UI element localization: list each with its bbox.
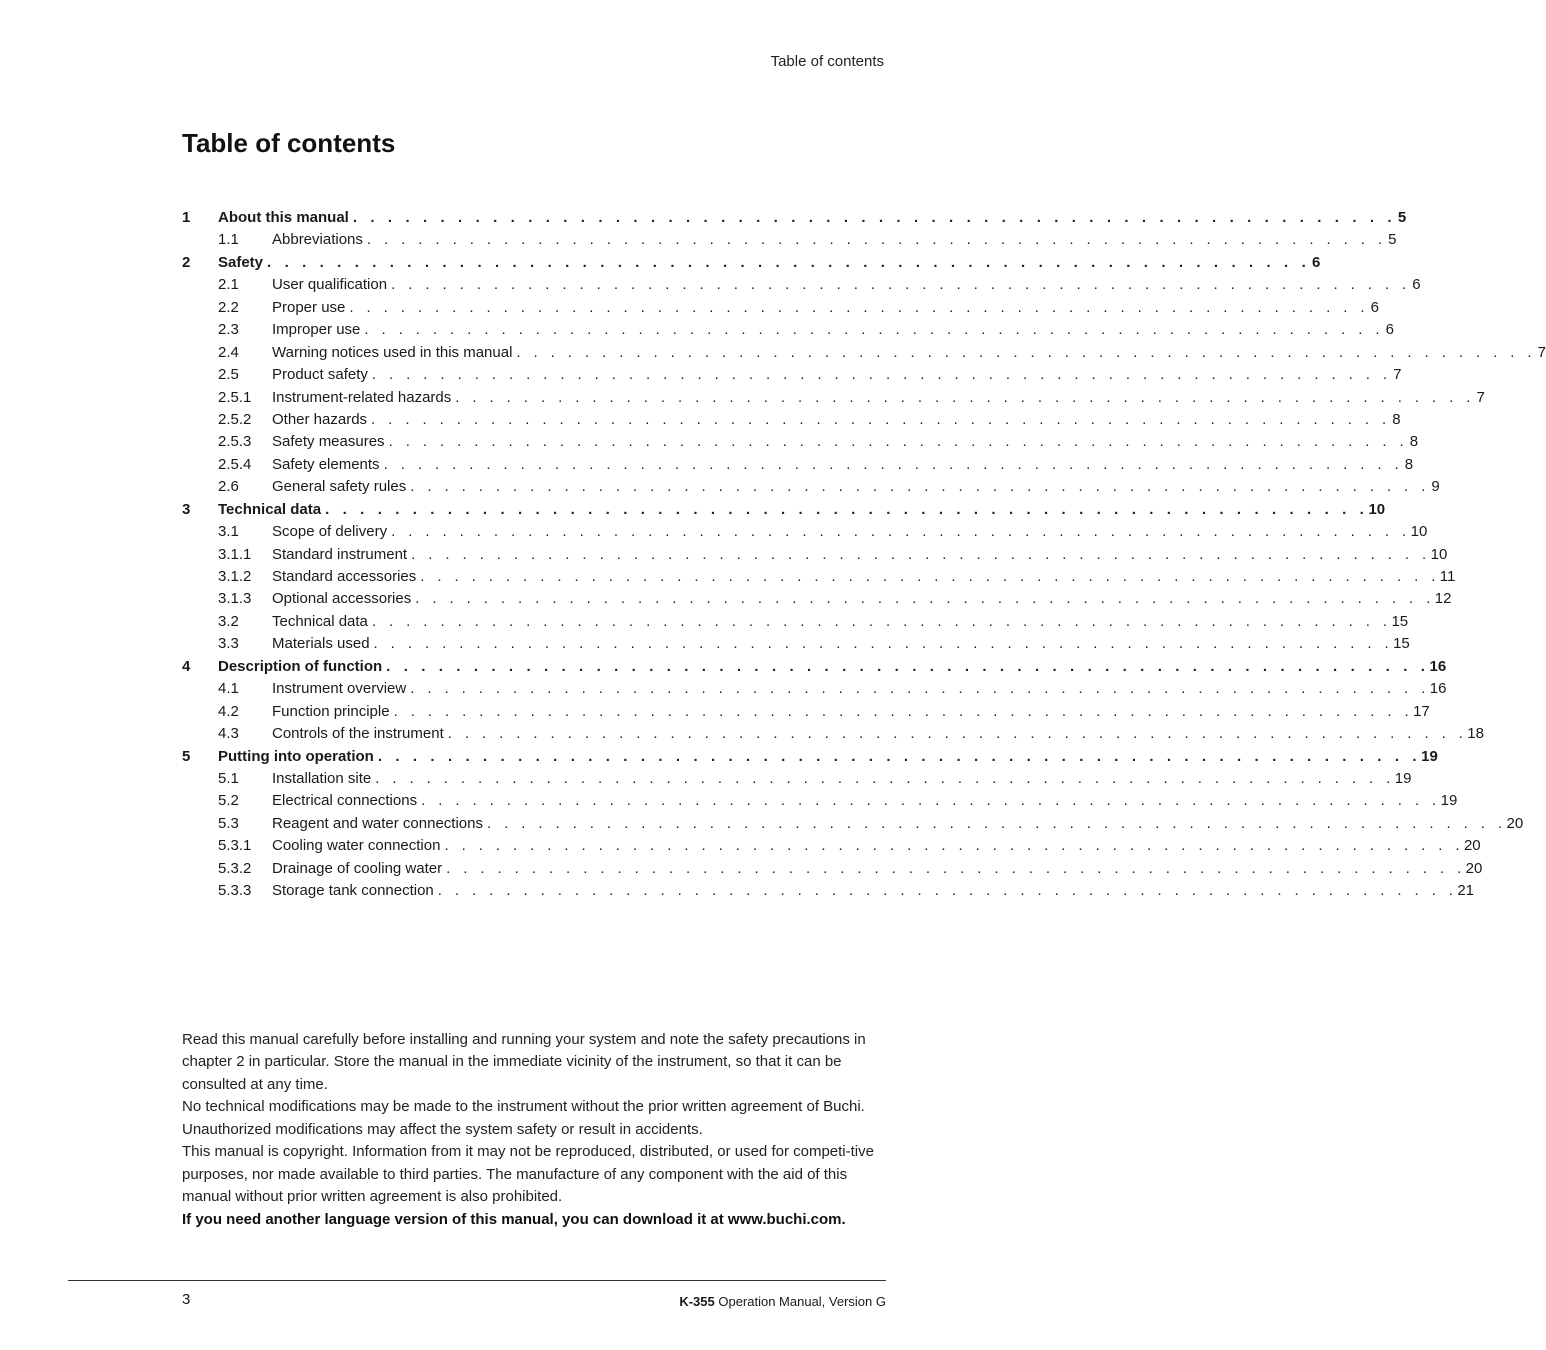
toc-entry-page: 16 [1429,680,1447,698]
toc-entry-number: 2.5.1 [218,388,252,406]
toc-entry-page: 17 [1413,702,1430,720]
toc-entry-number: 4.2 [218,702,239,720]
toc-section-entry[interactable] [182,880,1474,902]
toc-entry-title: Safety measures [272,433,385,451]
toc-entry-title: Storage tank connection [272,882,434,900]
toc-entry-page: 8 [1404,455,1414,473]
footer-page-number: 3 [182,1291,191,1308]
toc-entry-title: Warning notices used in this manual [272,343,513,361]
toc-entry-number: 2.3 [218,321,239,339]
toc-section-entry[interactable] [182,790,1458,812]
toc-entry-title: Instrument-related hazards [272,388,452,406]
footer-divider [68,1280,886,1281]
toc-section-entry[interactable] [182,297,1379,319]
toc-entry-page: 11 [1439,568,1456,585]
toc-section-entry[interactable] [182,476,1440,498]
toc-entry-page: 20 [1506,814,1524,832]
toc-entry-page: 5 [1388,231,1397,249]
toc-chapter-entry[interactable] [182,252,1321,274]
toc-section-entry[interactable] [182,319,1394,341]
toc-entry-number: 2.5.3 [218,433,252,451]
toc-dot-leader: . . . . . . . . . . . . . . . . . . . . . . . . . . . . . . . . . . . . . . . . . . . . . . . . . . . . . . . . . . . . [371,410,1391,428]
toc-entry-number: 5.2 [218,792,239,810]
toc-entry-page: 10 [1410,523,1428,541]
toc-section-entry[interactable] [182,768,1412,790]
toc-entry-page: 20 [1463,837,1481,855]
toc-entry-title: About this manual [218,209,349,226]
toc-entry-page: 6 [1312,253,1321,271]
footer-model: K-355 [679,1294,715,1309]
toc-entry-number: 3.1.3 [218,590,252,608]
toc-entry-page: 19 [1421,747,1438,765]
toc-entry-page: 7 [1476,388,1485,406]
toc-dot-leader: . . . . . . . . . . . . . . . . . . . . . . . . . . . . . . . . . . . . . . . . . . . . . . . . . . . . . . . . . . . . [447,725,1468,743]
toc-entry-number: 1.1 [218,231,239,249]
toc-entry-title: Instrument overview [272,680,407,698]
toc-entry-number: 1 [182,209,191,226]
toc-entry-number: 2 [182,253,191,271]
toc-entry-title: Improper use [272,321,361,339]
toc-entry-page: 19 [1440,792,1458,810]
toc-entry-title: Other hazards [272,410,368,428]
toc-entry-title: Optional accessories [272,590,412,608]
toc-dot-leader: . . . . . . . . . . . . . . . . . . . . . . . . . . . . . . . . . . . . . . . . . . . . . . . . . . . . . . . . . . . . [366,231,1387,249]
toc-section-entry[interactable] [182,454,1414,476]
toc-chapter-entry[interactable] [182,207,1407,229]
toc-entry-page: 12 [1434,590,1452,608]
toc-dot-leader: . . . . . . . . . . . . . . . . . . . . . . . . . . . . . . . . . . . . . . . . . . . . . . . . . . . . . . . . . . . . [410,478,1430,496]
toc-entry-number: 3.1.2 [218,568,252,585]
toc-section-entry[interactable] [182,229,1397,251]
toc-entry-title: Abbreviations [272,231,363,249]
toc-entry-number: 2.4 [218,343,239,361]
toc-entry-number: 2.6 [218,478,239,496]
toc-dot-leader: . . . . . . . . . . . . . . . . . . . . . . . . . . . . . . . . . . . . . . . . . . . . . . . . . . . . . . . . . . . . [386,657,1430,675]
toc-entry-title: Electrical connections [272,792,418,810]
toc-section-entry[interactable] [182,566,1456,588]
toc-dot-leader: . . . . . . . . . . . . . . . . . . . . . . . . . . . . . . . . . . . . . . . . . . . . . . . . . . . . . . . . . . . . [486,814,1507,832]
toc-entry-title: User qualification [272,276,388,294]
toc-dot-leader: . . . . . . . . . . . . . . . . . . . . . . . . . . . . . . . . . . . . . . . . . . . . . . . . . . . . . . . . . . . . [349,298,1369,316]
toc-entry-number: 3.1.1 [218,545,252,563]
toc-dot-leader: . . . . . . . . . . . . . . . . . . . . . . . . . . . . . . . . . . . . . . . . . . . . . . . . . . . . . . . . . . . . [352,209,1397,226]
toc-entry-title: Reagent and water connections [272,814,483,832]
toc-entry-title: Proper use [272,298,346,316]
toc-entry-page: 7 [1537,343,1546,361]
toc-entry-title: Product safety [272,366,368,384]
toc-dot-leader: . . . . . . . . . . . . . . . . . . . . . . . . . . . . . . . . . . . . . . . . . . . . . . . . . . . . . . . . . . . . [391,523,1411,541]
toc-dot-leader: . . . . . . . . . . . . . . . . . . . . . . . . . . . . . . . . . . . . . . . . . . . . . . . . . . . . . . . . . . . . [325,500,1369,518]
toc-entry-title: Technical data [272,612,368,630]
toc-entry-page: 6 [1370,298,1379,316]
toc-section-entry[interactable] [182,633,1410,655]
toc-section-entry[interactable] [182,431,1419,453]
toc-entry-page: 21 [1457,882,1474,900]
toc-section-entry[interactable] [182,588,1452,610]
toc-section-entry[interactable] [182,409,1401,431]
toc-entry-number: 3.3 [218,635,239,653]
toc-section-entry[interactable] [182,813,1524,835]
toc-entry-page: 15 [1393,635,1410,653]
toc-entry-title: Controls of the instrument [272,725,444,743]
toc-entry-title: Safety elements [272,455,380,473]
toc-entry-number: 5.3.3 [218,882,252,900]
toc-dot-leader: . . . . . . . . . . . . . . . . . . . . . . . . . . . . . . . . . . . . . . . . . . . . . . . . . . . . . . . . . . . . [371,612,1392,630]
toc-dot-leader: . . . . . . . . . . . . . . . . . . . . . . . . . . . . . . . . . . . . . . . . . . . . . . . . . . . . . . . . . . . . [437,882,1458,900]
toc-entry-page: 10 [1368,500,1386,518]
toc-entry-title: Putting into operation [218,747,374,765]
toc-entry-number: 5.1 [218,769,239,787]
toc-entry-title: Safety [218,253,264,271]
running-header: Table of contents [770,53,884,70]
intro-text [182,1029,888,1231]
toc-dot-leader: . . . . . . . . . . . . . . . . . . . . . . . . . . . . . . . . . . . . . . . . . . . . . . . . . . . . . . . . . . . . [411,545,1431,563]
toc-section-entry[interactable] [182,342,1546,364]
toc-entry-page: 8 [1392,410,1401,428]
toc-dot-leader: . . . . . . . . . . . . . . . . . . . . . . . . . . . . . . . . . . . . . . . . . . . . . . . . . . . . . . . . . . . . [371,366,1392,384]
toc-entry-page: 6 [1385,321,1394,339]
toc-entry-number: 5.3 [218,814,239,832]
toc-entry-page: 18 [1467,725,1484,743]
toc-entry-number: 3 [182,500,191,518]
toc-dot-leader: . . . . . . . . . . . . . . . . . . . . . . . . . . . . . . . . . . . . . . . . . . . . . . . . . . . . . . . . . . . . [446,859,1466,877]
intro-paragraph: No technical modifications may be made to the instrument without the prior written agreement of Buchi. Unauthorized modifications may affect the system safety or result in accidents. [182,1098,865,1138]
toc-section-entry[interactable] [182,364,1402,386]
toc-chapter-entry[interactable] [182,499,1386,521]
toc-section-entry[interactable] [182,611,1409,633]
toc-dot-leader: . . . . . . . . . . . . . . . . . . . . . . . . . . . . . . . . . . . . . . . . . . . . . . . . . . . . . . . . . . . . [364,321,1384,339]
toc-chapter-entry[interactable] [182,746,1438,768]
page-title: Table of contents [182,128,396,158]
toc-dot-leader: . . . . . . . . . . . . . . . . . . . . . . . . . . . . . . . . . . . . . . . . . . . . . . . . . . . . . . . . . . . . [393,702,1414,720]
toc-entry-number: 2.5 [218,366,239,384]
toc-entry-number: 2.1 [218,276,239,294]
toc-entry-title: Cooling water connection [272,837,441,855]
toc-entry-page: 19 [1394,769,1412,787]
download-note: If you need another language version of this manual, you can download it at www.buchi.com. [182,1210,846,1228]
toc-section-entry[interactable] [182,858,1483,880]
toc-entry-title: Technical data [218,500,322,518]
toc-entry-number: 5.3.1 [218,837,252,855]
table-of-contents [182,207,1546,903]
toc-dot-leader: . . . . . . . . . . . . . . . . . . . . . . . . . . . . . . . . . . . . . . . . . . . . . . . . . . . . . . . . . . . . [455,388,1475,406]
toc-entry-number: 2.5.2 [218,410,252,428]
toc-dot-leader: . . . . . . . . . . . . . . . . . . . . . . . . . . . . . . . . . . . . . . . . . . . . . . . . . . . . . . . . . . . . [410,680,1430,698]
toc-dot-leader: . . . . . . . . . . . . . . . . . . . . . . . . . . . . . . . . . . . . . . . . . . . . . . . . . . . . . . . . . . . . [388,433,1409,451]
toc-entry-number: 3.2 [218,612,239,630]
toc-entry-title: Function principle [272,702,390,720]
toc-dot-leader: . . . . . . . . . . . . . . . . . . . . . . . . . . . . . . . . . . . . . . . . . . . . . . . . . . . . . . . . . . . . [420,568,1440,585]
toc-entry-number: 4.3 [218,725,239,743]
toc-dot-leader: . . . . . . . . . . . . . . . . . . . . . . . . . . . . . . . . . . . . . . . . . . . . . . . . . . . . . . . . . . . . [444,837,1464,855]
toc-section-entry[interactable] [182,387,1485,409]
toc-dot-leader: . . . . . . . . . . . . . . . . . . . . . . . . . . . . . . . . . . . . . . . . . . . . . . . . . . . . . . . . . . . . [391,276,1411,294]
footer-doc-text: Operation Manual, Version G [714,1294,886,1309]
toc-entry-page: 9 [1431,478,1440,496]
toc-entry-number: 2.5.4 [218,455,252,473]
toc-entry-page: 10 [1430,545,1448,563]
toc-entry-page: 15 [1391,612,1409,630]
toc-entry-number: 5.3.2 [218,859,252,877]
toc-entry-title: Standard accessories [272,568,417,585]
toc-entry-page: 20 [1465,859,1483,877]
toc-entry-title: Description of function [218,657,383,675]
toc-chapter-entry[interactable] [182,656,1447,678]
toc-entry-title: Installation site [272,769,372,787]
toc-entry-title: Scope of delivery [272,523,388,541]
toc-entry-page: 7 [1393,366,1402,384]
toc-entry-title: General safety rules [272,478,407,496]
toc-section-entry[interactable] [182,701,1430,723]
footer-document-label [679,1294,886,1309]
toc-section-entry[interactable] [182,835,1481,857]
toc-entry-title: Drainage of cooling water [272,859,443,877]
toc-dot-leader: . . . . . . . . . . . . . . . . . . . . . . . . . . . . . . . . . . . . . . . . . . . . . . . . . . . . . . . . . . . . [421,792,1441,810]
toc-entry-page: 8 [1409,433,1419,451]
toc-dot-leader: . . . . . . . . . . . . . . . . . . . . . . . . . . . . . . . . . . . . . . . . . . . . . . . . . . . . . . . . . . . . [377,747,1422,765]
toc-section-entry[interactable] [182,521,1428,543]
toc-entry-number: 2.2 [218,298,239,316]
toc-dot-leader: . . . . . . . . . . . . . . . . . . . . . . . . . . . . . . . . . . . . . . . . . . . . . . . . . . . . . . . . . . . . [373,635,1394,653]
toc-section-entry[interactable] [182,274,1421,296]
toc-entry-number: 3.1 [218,523,239,541]
intro-paragraph: Read this manual carefully before installing and running your system and note the safety precautions in chapter 2 in particular. Store the manual in the immediate vicinity of the instrument, so that it can be consulted at any time. [182,1031,866,1093]
toc-entry-title: Standard instrument [272,545,408,563]
toc-entry-number: 4.1 [218,680,239,698]
toc-dot-leader: . . . . . . . . . . . . . . . . . . . . . . . . . . . . . . . . . . . . . . . . . . . . . . . . . . . . . . . . . . . . [415,590,1435,608]
toc-dot-leader: . . . . . . . . . . . . . . . . . . . . . . . . . . . . . . . . . . . . . . . . . . . . . . . . . . . . . . . . . . . . [383,455,1404,473]
toc-dot-leader: . . . . . . . . . . . . . . . . . . . . . . . . . . . . . . . . . . . . . . . . . . . . . . . . . . . . . . . . . . . . [267,253,1311,271]
toc-entry-page: 6 [1412,276,1421,294]
toc-entry-number: 5 [182,747,191,765]
toc-entry-page: 5 [1397,209,1407,226]
toc-dot-leader: . . . . . . . . . . . . . . . . . . . . . . . . . . . . . . . . . . . . . . . . . . . . . . . . . . . . . . . . . . . . [375,769,1395,787]
toc-section-entry[interactable] [182,544,1448,566]
toc-entry-title: Materials used [272,635,370,653]
toc-entry-page: 16 [1429,657,1447,675]
toc-section-entry[interactable] [182,723,1484,745]
toc-section-entry[interactable] [182,678,1447,700]
toc-dot-leader: . . . . . . . . . . . . . . . . . . . . . . . . . . . . . . . . . . . . . . . . . . . . . . . . . . . . . . . . . . . . [516,343,1536,361]
intro-paragraph: This manual is copyright. Information from it may not be reproduced, distributed, or used for competi-tive purposes, nor made available to third parties. The manufacture of any component with the aid of this manual without prior written agreement is also prohibited. [182,1143,874,1206]
toc-entry-number: 4 [182,657,191,675]
